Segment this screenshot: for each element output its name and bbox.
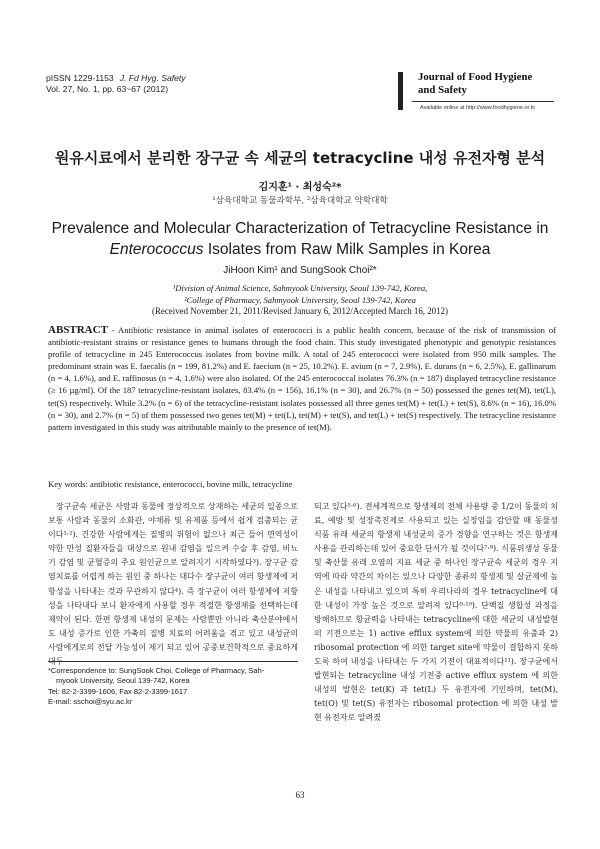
abstract bbox=[48, 324, 556, 433]
abstract-label: ABSTRACT bbox=[48, 324, 108, 336]
authors-english: JiHoon Kim¹ and SungSook Choi²* bbox=[223, 265, 377, 276]
title-english-line1: Prevalence and Molecular Characterization of Tetracycline Resistance in bbox=[51, 220, 549, 237]
body-column-right: 되고 있다⁵·⁶). 전세계적으로 항생제의 전체 사용량 중 1/2이 동물의 치료, 예방 및 성장촉진제로 사용되고 있는 실정임을 감안할 때 동물성 식품 유래 세균의 항생제 내성균의 증가 경향을 연구하는 것은 항생제 사용을 관리하는데 있어 중요한 단서가 될 것이다⁷·⁸). 식품위생상 동물 및 축산물 유래 오염의 지표 세균 중 하나인 장구균속 세균의 경우 지역에 따라 약간의 차이는 있으나 다양한 종류의 항생제 및 살균제에 높은 내성을 나타내고 있으며 특히 우리나라의 경우 tetracycline에 대한 내성이 가장 높은 것으로 알려져 있다⁹·¹⁰). 단백질 생합성 과정을 방해하므로 항균력을 나타내는 tetracycline에 대한 세균의 내성발현의 기전으로는 1) active efflux system에 의한 약물의 유출과 2) ribosomal protection 에 의한 target site에 약물이 결합하지 못하도록 하여 내성을 나타내는 두 가지 기전이 대표적이다¹¹). 장구균에서 발현되는 tetracycline 내성 기전중 active efflux system 에 의한 내성의 발현은 tet(K) 과 tet(L) 두 유전자에 기인하며, tet(M), tet(O) 및 tet(S) 유전자는 ribosomal protection 에 의한 내성 발현 유전자로 알려졌 bbox=[314, 502, 558, 723]
affiliation-korean: ¹삼육대학교 동물과학부, ²삼육대학교 약학대학 bbox=[212, 196, 388, 206]
affiliation-english bbox=[0, 282, 600, 306]
footnote-line: Tel: 82-2-3399-1606, Fax 82-2-3399-1617 bbox=[48, 686, 188, 696]
logo-url: Available online at http://www.foodhygiene.or.kr bbox=[420, 105, 536, 111]
logo-title-line1: Journal of Food Hygiene bbox=[418, 71, 533, 83]
journal-abbrev: J. Fd Hyg. Safety bbox=[119, 73, 186, 83]
title-english bbox=[40, 218, 560, 260]
title-english-line2 bbox=[40, 239, 560, 260]
footnote-line: myook University, Seoul 139-742, Korea bbox=[56, 676, 190, 686]
title-genus: Enterococcus bbox=[109, 241, 204, 258]
logo-rule bbox=[412, 101, 554, 102]
volume-line: Vol. 27, No. 1, pp. 63~67 (2012) bbox=[46, 84, 169, 94]
footnote-line: E-mail: sschoi@syu.ac.kr bbox=[48, 696, 133, 706]
issn: pISSN 1229-1153 bbox=[46, 73, 114, 83]
abstract-text: - Antibiotic resistance in animal isolates of enterococci is a public health concern, because of the risk of transmission of antibiotic-resistant strains or resistance genes to humans through the food chain. This study investigated phenotypic and genotypic resistances profile of tetracycline in 245 Enterococcus isolates from bovine milk. A total of 245 enterococci were isolated from 950 milk samples. The predominant strain was E. faecalis (n = 199, 81.2%) and E. faecium (n = 25, 10.2%). E. avium (n = 7, 2.9%), E. durans (n = 6, 2.5%), E. gallinarum (n = 4, 1.6%), and E. raffinosus (n = 4, 1.6%) were also isolated. Of the 245 enterococcal isolates 76.3% (n = 187) displayed tetracycline resistance (≥ 16 µg/ml). Of the 187 tetracycline-resistant isolates, 83.4% (n = 156), 16.1% (n = 30), and 26.7% (n = 50) possessed the genes tet(M), tet(L), tet(S) respectively. While 3.2% (n = 6) of the tetracycline-resistant isolates possessed all three genes tet(M) + tet(L) + tet(S), 8.6% (n = 16), 16.0% (n = 30), and 2.7% (n = 5) of them possessed two genes tet(M) + tet(L), tet(M) + tet(S), and tet(L) + tet(S) respectively. The tetracycline resistance pattern investigated in this study was attributable mainly to the presence of tet(M). bbox=[48, 325, 556, 432]
keywords: Key words: antibiotic resistance, enterococci, bovine milk, tetracycline bbox=[48, 479, 293, 489]
footnote-line: *Correspondence to: SungSook Choi, College of Pharmacy, Sah- bbox=[48, 666, 265, 675]
affiliation-1: ¹Division of Animal Science, Sahmyook University, Seoul 139-742, Korea, bbox=[172, 283, 428, 293]
title-korean: 원유시료에서 분리한 장구균 속 세균의 tetracycline 내성 유전자형 분석 bbox=[54, 149, 546, 167]
logo-title-line2: and Safety bbox=[418, 84, 467, 96]
journal-logo bbox=[398, 66, 558, 118]
journal-header-info bbox=[46, 73, 186, 95]
logo-bar bbox=[398, 72, 403, 110]
authors-korean: 김지훈¹ · 최성숙²* bbox=[258, 182, 342, 193]
affiliation-2: ²College of Pharmacy, Sahmyook University, Seoul 139-742, Korea bbox=[184, 295, 416, 305]
correspondence-footnote bbox=[48, 666, 300, 707]
page-number: 63 bbox=[295, 790, 305, 800]
body-column-left: 장구균속 세균은 사람과 동물에 정상적으로 상재하는 세균의 일종으로 보통 사람과 동물의 소화관, 야채류 및 유제품 등에서 쉽게 검출되는 균이다¹·²). 건강한 사람에게는 질병의 위험이 없으나 최근 들어 면역성이 약한 만성 질환자들을 대상으로 원내 감염을 일으켜 수술 후 감염, 비뇨기 감염 및 균혈증의 주요 원인균으로 알려지기 시작하였다³). 장구균 감염치료를 어렵게 하는 원인 중 하나는 대다수 장구균이 여러 항생제에 저항성을 나타내는 것과 무관하지 않다⁴). 즉 장구균이 여러 항생제에 저항성을 나타내다 보니 환자에게 사용할 경우 적절한 항생제를 선택하는데 제약이 된다. 한편 항생제 내성의 문제는 사람뿐만 아니라 축산분야에서도 내성 증가로 인한 가축의 질병 치료의 어려움을 겪고 있고 내성균의 사람에게로의 전달 가능성이 제기 되고 있어 공중보건학적으로 중요하게 bbox=[48, 502, 298, 652]
footnote-divider bbox=[48, 661, 298, 662]
received-dates: (Received November 21, 2011/Revised January 6, 2012/Accepted March 16, 2012) bbox=[152, 306, 448, 316]
title-english-rest: Isolates from Raw Milk Samples in Korea bbox=[203, 241, 491, 258]
logo-title bbox=[418, 71, 532, 97]
